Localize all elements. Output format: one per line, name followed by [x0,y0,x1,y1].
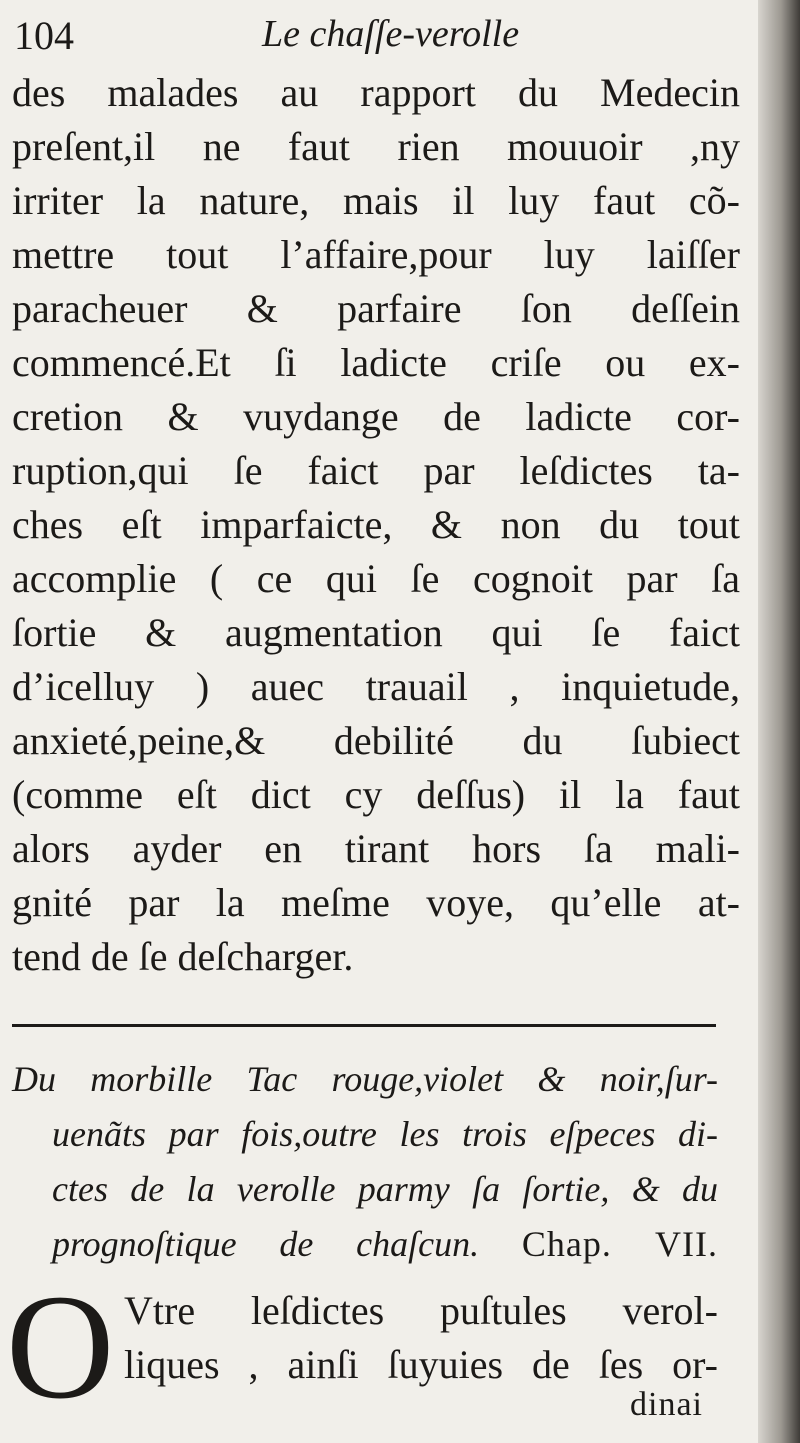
body-line: accomplie ( ce qui ſe cognoit par ſa [12,556,740,601]
body-line: des malades au rapport du Medecin [12,70,740,115]
chapter-heading-text: prognoſtique de chaſcun. [52,1224,480,1264]
body-line: preſent,il ne faut rien mouuoir ,ny [12,124,740,169]
body-line: (comme eſt dict cy deſſus) il la faut [12,772,740,817]
body-paragraph [12,66,740,984]
body-line: commencé.Et ſi ladicte criſe ou ex- [12,340,740,385]
body-line: irriter la nature, mais il luy faut cõ- [12,178,740,223]
body-line: tend de ſe deſcharger. [12,934,354,979]
body-line: alors ayder en tirant hors ſa mali- [12,826,740,871]
chapter-number: Chap. VII. [521,1224,718,1264]
page-edge-shadow [758,0,800,1443]
chapter-heading-line: Du morbille Tac rouge,violet & noir,ſur- [12,1059,718,1099]
opening-line: liques , ainſi ſuyuies de ſes or- [124,1342,718,1387]
body-line: ſortie & augmentation qui ſe faict [12,610,740,655]
chapter-heading [12,1052,718,1272]
chapter-opening-text [124,1284,718,1392]
drop-cap-initial: O [6,1264,115,1430]
chapter-heading-line: ctes de la verolle parmy ſa ſortie, & du [52,1169,718,1209]
running-header [14,12,734,62]
opening-line: Vtre leſdictes puſtules verol- [124,1288,718,1333]
body-line: mettre tout l’affaire,pour luy laiſſer [12,232,740,277]
body-line: gnité par la meſme voye, qu’elle at- [12,880,740,925]
body-line: paracheuer & parfaire ſon deſſein [12,286,740,331]
chapter-heading-line: uenãts par fois,outre les trois eſpeces di- [52,1114,718,1154]
running-title: Le chaſſe-verolle [262,13,520,55]
catchword: dinai [630,1386,703,1423]
body-line: d’icelluy ) auec trauail , inquietude, [12,664,740,709]
body-line: anxieté,peine,& debilité du ſubiect [12,718,740,763]
body-line: ches eſt imparfaicte, & non du tout [12,502,740,547]
body-line: cretion & vuydange de ladicte cor- [12,394,740,439]
page-number: 104 [14,13,74,58]
chapter-heading-last-line [12,1217,718,1272]
section-divider [12,1024,716,1027]
body-line: ruption,qui ſe faict par leſdictes ta- [12,448,740,493]
